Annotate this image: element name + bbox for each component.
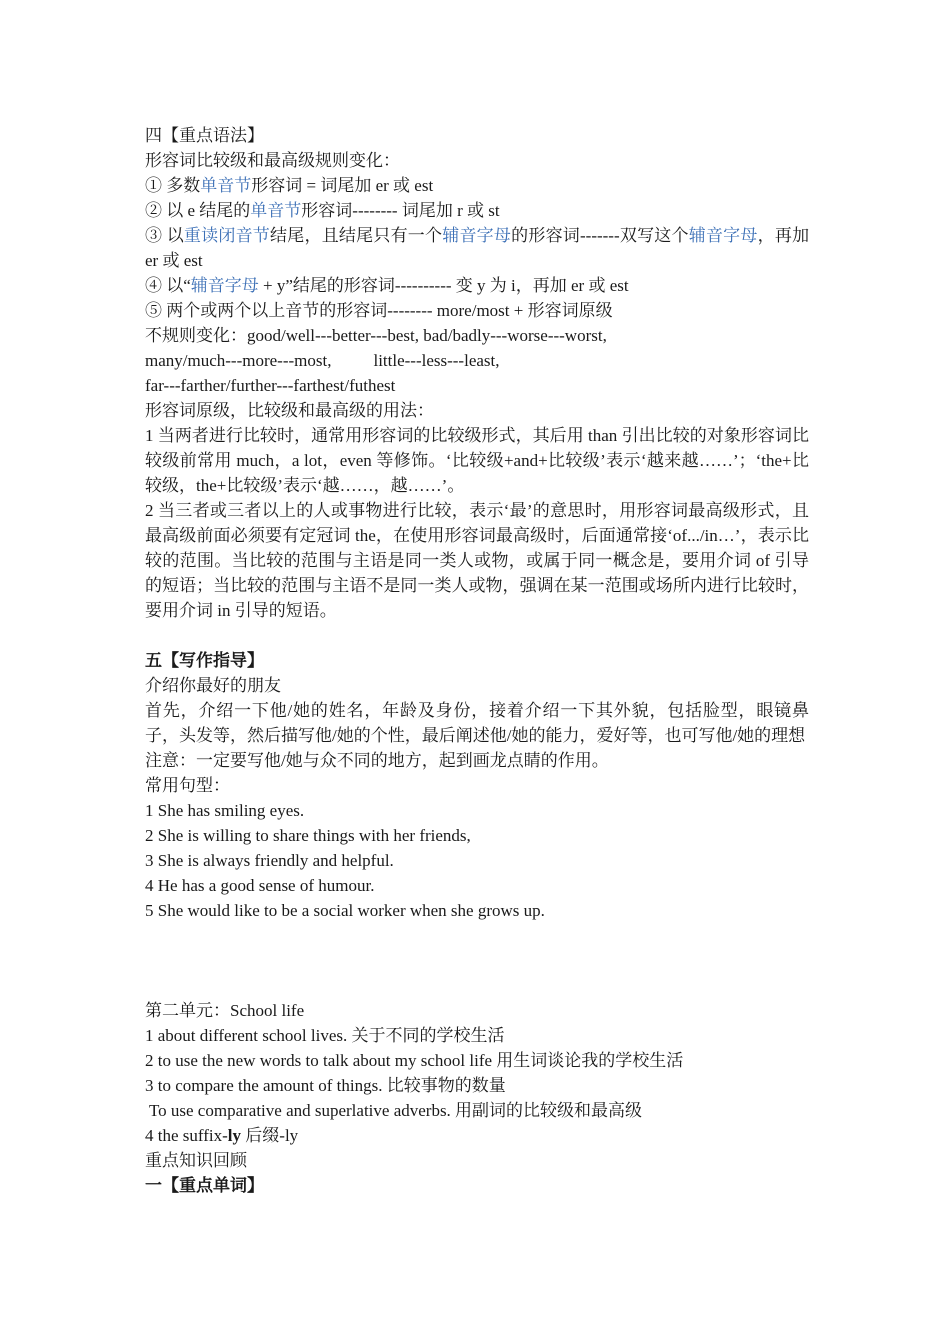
rule-5: ⑤ 两个或两个以上音节的形容词-------- more/most + 形容词原级 xyxy=(145,301,613,320)
rule-4: ④ 以“辅音字母 + y”结尾的形容词---------- 变 y 为 i，再加 er 或 est xyxy=(145,276,629,295)
hyperlink-term[interactable]: 单音节 xyxy=(200,176,252,195)
grammar-subtitle: 形容词比较级和最高级规则变化： xyxy=(145,151,400,170)
words-heading: 一【重点单词】 xyxy=(145,1176,264,1195)
irregular-line-2: many/much---more---most, little---less---least, xyxy=(145,351,500,370)
writing-heading: 五【写作指导】 xyxy=(145,651,264,670)
spacer xyxy=(145,623,809,648)
unit-goal: To use comparative and superlative adverbs. 用副词的比较级和最高级 xyxy=(145,1101,643,1120)
unit-goal: 3 to compare the amount of things. 比较事物的数量 xyxy=(145,1076,506,1095)
hyperlink-term[interactable]: 辅音字母 xyxy=(688,226,758,245)
pattern-item: 5 She would like to be a social worker when she grows up. xyxy=(145,901,545,920)
pattern-item: 1 She has smiling eyes. xyxy=(145,801,305,820)
rule-2: ② 以 e 结尾的单音节形容词-------- 词尾加 r 或 st xyxy=(145,201,500,220)
usage-title: 形容词原级，比较级和最高级的用法： xyxy=(145,401,434,420)
writing-topic: 介绍你最好的朋友 xyxy=(145,676,281,695)
writing-guide: 首先，介绍一下他/她的姓名，年龄及身份，接着介绍一下其外貌，包括脸型，眼镜鼻子，头发等，然后描写他/她的个性，最后阐述他/她的能力，爱好等，也可写他/她的理想 xyxy=(145,701,809,745)
writing-note: 注意：一定要写他/她与众不同的地方，起到画龙点睛的作用。 xyxy=(145,751,609,770)
patterns-title: 常用句型： xyxy=(145,776,230,795)
irregular-line-3: far---farther/further---farthest/futhest xyxy=(145,376,396,395)
spacer xyxy=(145,973,809,998)
hyperlink-term[interactable]: 重读闭音节 xyxy=(183,226,271,245)
rule-1: ① 多数单音节形容词 = 词尾加 er 或 est xyxy=(145,176,434,195)
rule-3: ③ 以重读闭音节结尾，且结尾只有一个辅音字母的形容词-------双写这个辅音字母，再加 er 或 est xyxy=(145,226,810,270)
unit-goal-suffix: 4 the suffix-ly 后缀-ly xyxy=(145,1126,299,1145)
unit-goal: 2 to use the new words to talk about my school life 用生词谈论我的学校生活 xyxy=(145,1051,684,1070)
unit-goal: 1 about different school lives. 关于不同的学校生活 xyxy=(145,1026,505,1045)
hyperlink-term[interactable]: 单音节 xyxy=(250,201,302,220)
grammar-heading: 四【重点语法】 xyxy=(145,126,264,145)
irregular-line-1: 不规则变化：good/well---better---best, bad/badly---worse---worst, xyxy=(145,326,607,345)
spacer xyxy=(145,923,809,948)
usage-paragraph-1: 1 当两者进行比较时，通常用形容词的比较级形式，其后用 than 引出比较的对象形容词比较级前常用 much，a lot，even 等修饰。‘比较级+and+比较级’表示‘越来越……’；‘the+比较级，the+比较级’表示‘越……，越……’。 xyxy=(145,426,809,495)
unit-title: 第二单元：School life xyxy=(145,1001,305,1020)
review-title: 重点知识回顾 xyxy=(145,1151,247,1170)
usage-paragraph-2: 2 当三者或三者以上的人或事物进行比较，表示‘最’的意思时，用形容词最高级形式，且最高级前面必须要有定冠词 the，在使用形容词最高级时，后面通常接‘of.../in…’，表示比较的范围。当比较的范围与主语是同一类人或物，或属于同一概念是，要用介词 of 引导的短语；当比较的范围与主语不是同一类人或物，强调在某一范围或场所内进行比较时，要用介词 in 引导的短语。 xyxy=(145,501,809,620)
pattern-item: 3 She is always friendly and helpful. xyxy=(145,851,394,870)
pattern-item: 2 She is willing to share things with her friends, xyxy=(145,826,471,845)
spacer xyxy=(145,948,809,973)
document-page xyxy=(145,123,809,1198)
hyperlink-term[interactable]: 辅音字母 xyxy=(442,226,512,245)
pattern-item: 4 He has a good sense of humour. xyxy=(145,876,375,895)
hyperlink-term[interactable]: 辅音字母 xyxy=(190,276,259,295)
